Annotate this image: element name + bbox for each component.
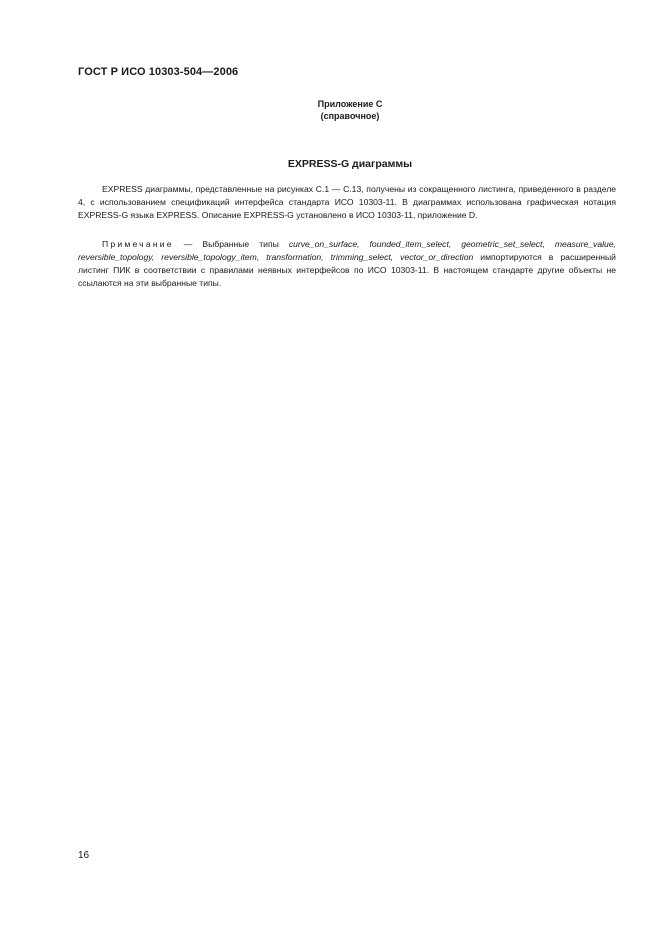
note-label: Примечание [102, 239, 174, 249]
paragraph-intro: EXPRESS диаграммы, представленные на рисунках С.1 — С.13, получены из сокращенного листинга, приведенного в разделе 4, с использованием спецификаций интерфейса стандарта ИСО 10303-11. В диаграммах использована графическая нотация EXPRESS-G языка EXPRESS. Описание EXPRESS-G установлено в ИСО 10303-11, приложение D. [78, 184, 616, 220]
note-intro: Выбранные типы [202, 239, 289, 249]
note-dash: — [173, 239, 203, 249]
document-header: ГОСТ Р ИСО 10303-504—2006 [78, 66, 239, 78]
page-number: 16 [78, 850, 90, 861]
appendix-kind: (справочное) [320, 111, 380, 121]
appendix-title: Приложение С [317, 99, 383, 109]
appendix-heading [0, 98, 661, 122]
section-title: EXPRESS-G диаграммы [287, 158, 413, 170]
note-types: curve_on_surface, founded_item_select, geometric_set_select, measure_value, reversible_topology, reversible_topology_item, transformation, trimming_select, vector_or_direction [78, 239, 616, 262]
note-rest: импортируются в расширенный листинг ПИК в соответствии с правилами неявных интерфейсов по ИСО 10303-11. В настоящем стандарте другие объекты не ссылаются на эти выбранные типы. [78, 252, 616, 288]
paragraph-note [78, 238, 616, 290]
